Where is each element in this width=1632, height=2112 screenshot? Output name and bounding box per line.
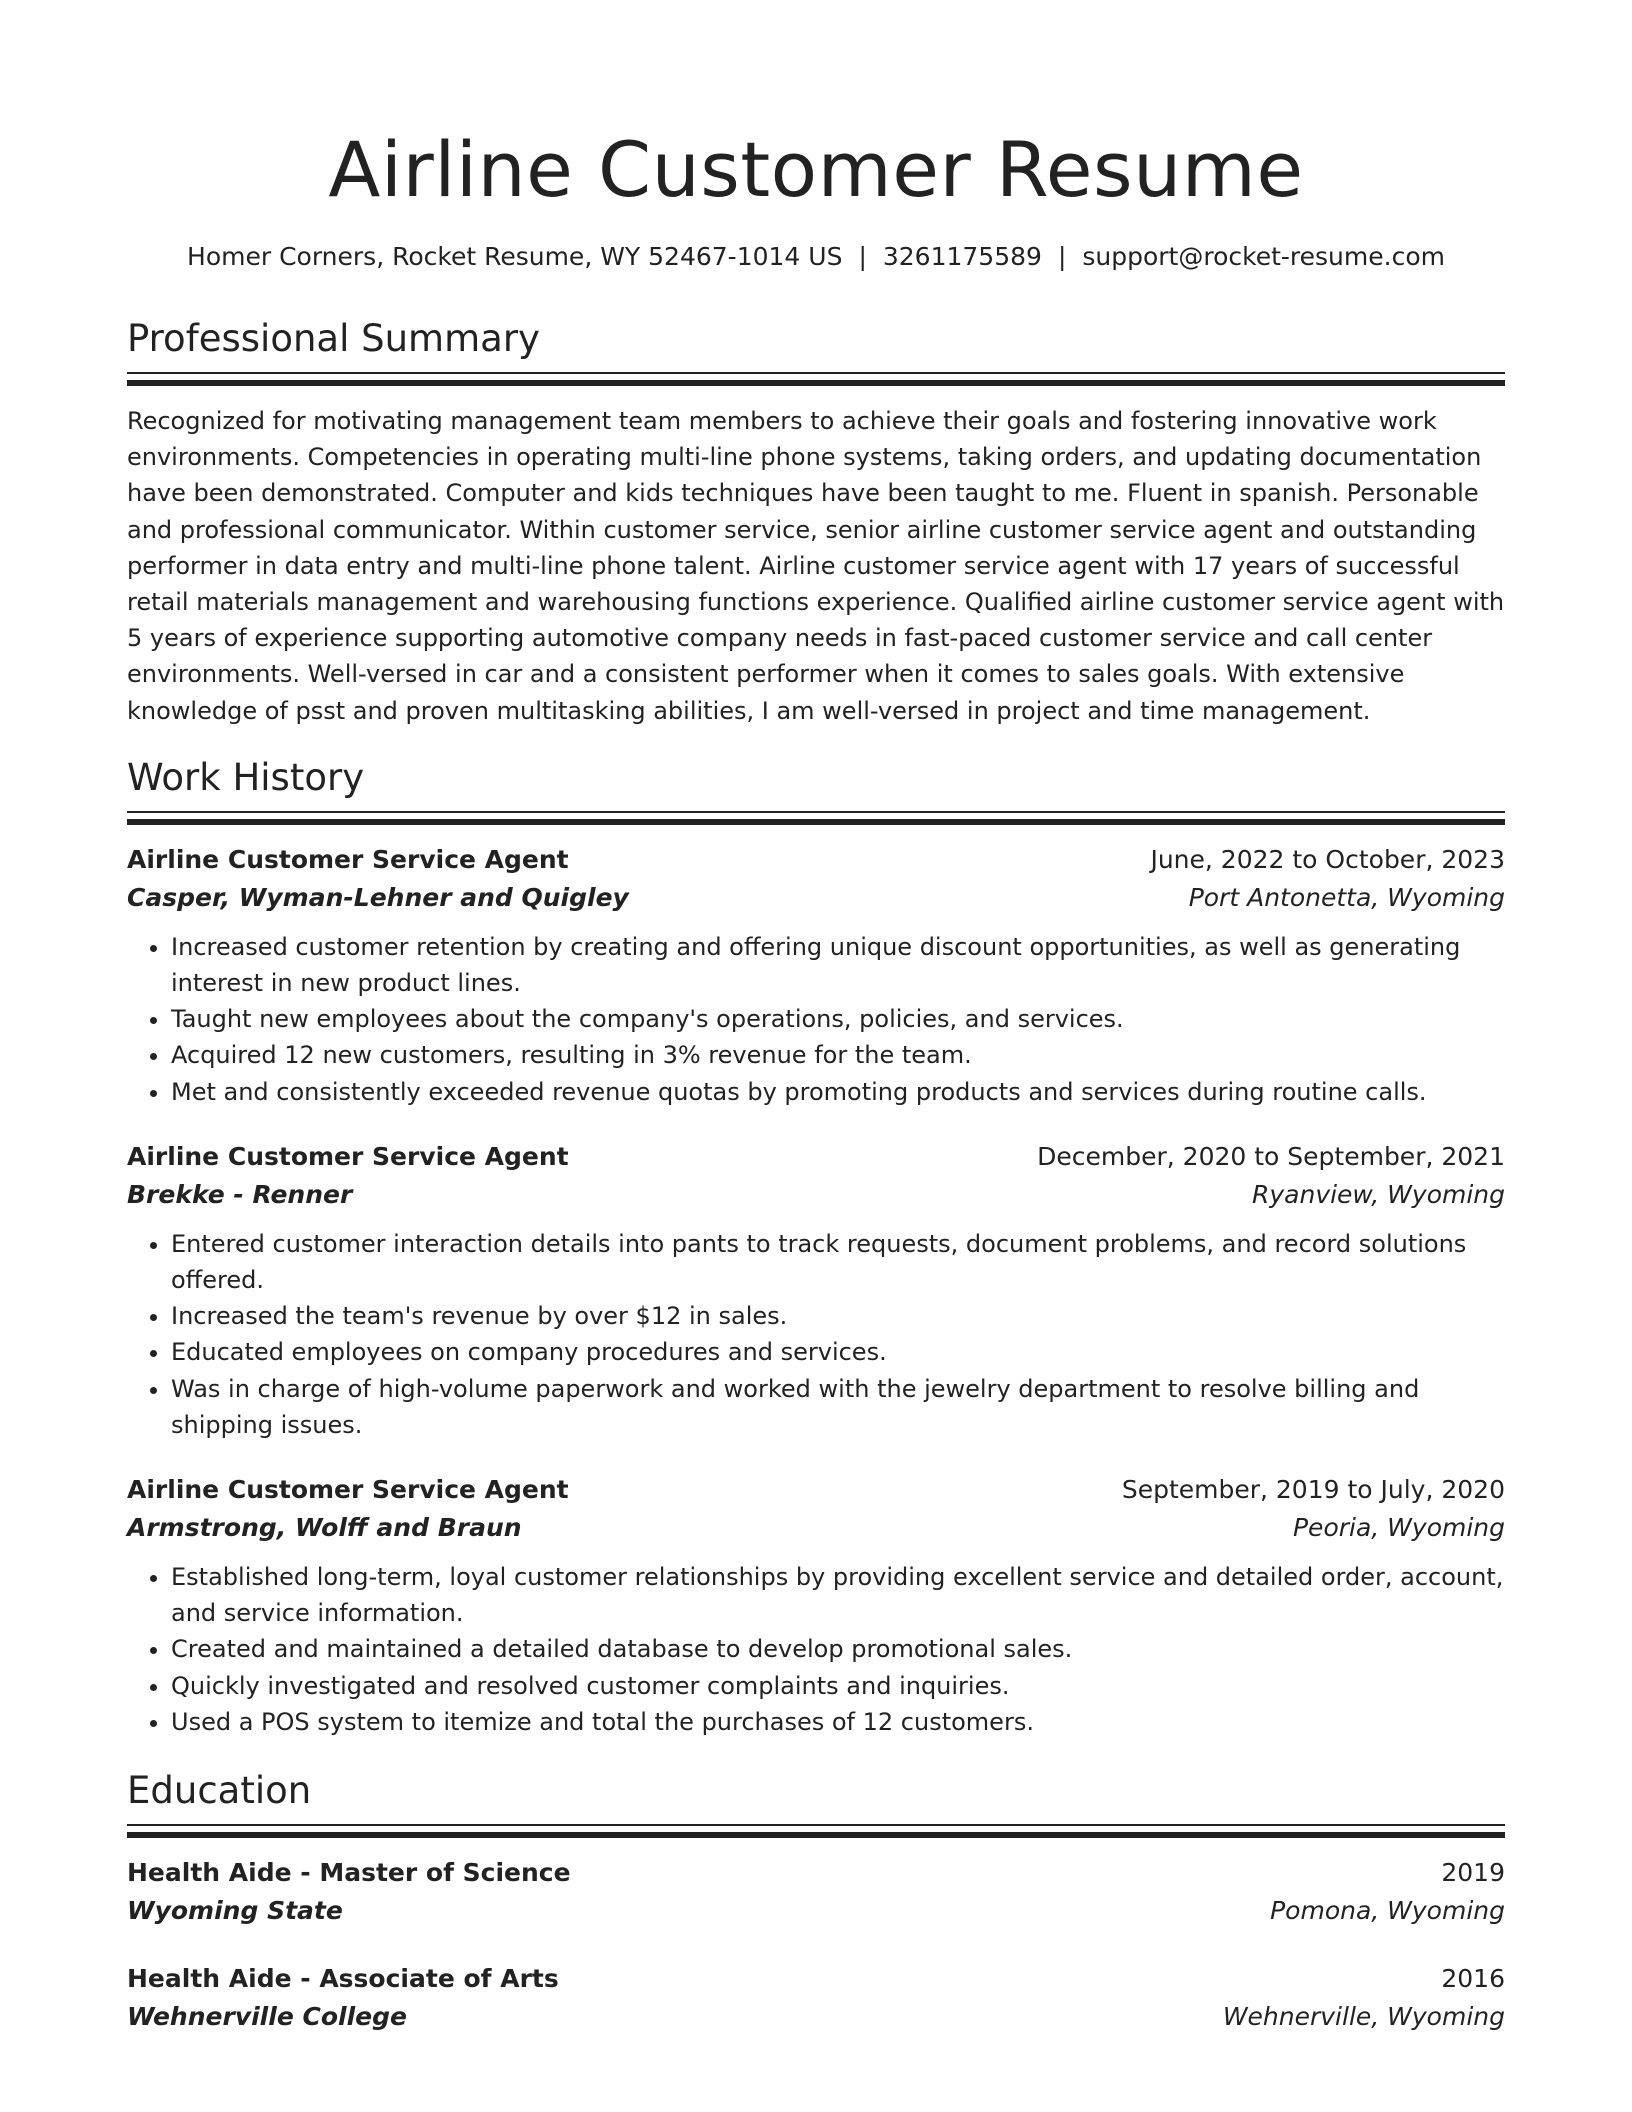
job-bullet: • Increased customer retention by creating and offering unique discount opportunities, as well as generating interest in new product lines. bbox=[171, 929, 1505, 1001]
education-section bbox=[127, 1766, 1505, 2036]
education-entry bbox=[127, 1854, 1505, 1930]
section-divider bbox=[127, 1824, 1505, 1838]
job-dates: September, 2019 to July, 2020 bbox=[1121, 1475, 1505, 1505]
resume-name: Airline Customer Resume bbox=[328, 125, 1304, 214]
job-bullet: • Acquired 12 new customers, resulting in 3% revenue for the team. bbox=[171, 1037, 1505, 1073]
job-bullet: • Was in charge of high-volume paperwork and worked with the jewelry department to resolve billing and shipping issues. bbox=[171, 1371, 1505, 1443]
education-degree: Health Aide - Associate of Arts bbox=[127, 1964, 559, 1994]
section-title-work-history: Work History bbox=[127, 755, 365, 799]
section-title-summary: Professional Summary bbox=[127, 317, 540, 360]
education-degree: Health Aide - Master of Science bbox=[127, 1858, 571, 1888]
section-divider bbox=[127, 372, 1505, 386]
job-location: Port Antonetta, Wyoming bbox=[1188, 882, 1505, 912]
job-bullet: • Quickly investigated and resolved customer complaints and inquiries. bbox=[171, 1668, 1505, 1704]
job-location: Ryanview, Wyoming bbox=[1251, 1179, 1505, 1209]
job-bullet: • Taught new employees about the company's operations, policies, and services. bbox=[171, 1001, 1505, 1037]
job-bullet: • Educated employees on company procedures and services. bbox=[171, 1334, 1505, 1370]
education-year: 2016 bbox=[1441, 1964, 1505, 1994]
job-entry bbox=[127, 1471, 1505, 1740]
education-school: Wehnerville College bbox=[127, 2002, 407, 2032]
education-entry bbox=[127, 1960, 1505, 2036]
job-company: Brekke - Renner bbox=[127, 1179, 353, 1209]
job-bullet: • Entered customer interaction details into pants to track requests, document problems, and record solutions offered. bbox=[171, 1226, 1505, 1298]
section-title-education: Education bbox=[127, 1769, 312, 1813]
contact-separator: | bbox=[858, 242, 867, 271]
job-company: Armstrong, Wolff and Braun bbox=[127, 1513, 522, 1543]
education-location: Pomona, Wyoming bbox=[1270, 1896, 1505, 1926]
job-bullet-list bbox=[127, 1559, 1505, 1740]
job-company: Casper, Wyman-Lehner and Quigley bbox=[127, 882, 629, 912]
job-bullet: • Met and consistently exceeded revenue quotas by promoting products and services during routine calls. bbox=[171, 1074, 1505, 1110]
job-location: Peoria, Wyoming bbox=[1292, 1513, 1505, 1543]
job-bullet: • Used a POS system to itemize and total the purchases of 12 customers. bbox=[171, 1704, 1505, 1740]
job-bullet-list bbox=[127, 1226, 1505, 1443]
contact-email: support@rocket-resume.com bbox=[1082, 242, 1445, 271]
job-bullet: • Established long-term, loyal customer relationships by providing excellent service and detailed order, account, and service information. bbox=[171, 1559, 1505, 1631]
education-location: Wehnerville, Wyoming bbox=[1222, 2002, 1505, 2032]
job-title: Airline Customer Service Agent bbox=[127, 1475, 569, 1505]
education-year: 2019 bbox=[1441, 1858, 1505, 1888]
job-dates: December, 2020 to September, 2021 bbox=[1037, 1141, 1505, 1171]
job-title: Airline Customer Service Agent bbox=[127, 1141, 569, 1171]
job-bullet: • Created and maintained a detailed database to develop promotional sales. bbox=[171, 1631, 1505, 1667]
job-bullet-list bbox=[127, 929, 1505, 1110]
job-title: Airline Customer Service Agent bbox=[127, 844, 569, 874]
contact-line bbox=[127, 241, 1505, 273]
contact-phone: 3261175589 bbox=[882, 242, 1042, 271]
contact-separator: | bbox=[1057, 242, 1067, 271]
summary-text: Recognized for motivating management team members to achieve their goals and fostering innovative work environments. Competencies in operating multi-line phone systems, taking orders, and updating documentation have been demonstrated. Computer and kids techniques have been taught to me. Fluent in spanish. Personable and professional communicator. Within customer service, senior airline customer service agent and outstanding performer in data entry and multi-line phone talent. Airline customer service agent with 17 years of successful retail materials management and warehousing functions experience. Qualified airline customer service agent with 5 years of experience supporting automotive company needs in fast-paced customer service and call center environments. Well-versed in car and a consistent performer when it comes to sales goals. With extensive knowledge of psst and proven multitasking abilities, I am well-versed in project and time management. bbox=[127, 407, 1505, 725]
section-divider bbox=[127, 811, 1505, 825]
job-dates: June, 2022 to October, 2023 bbox=[1150, 844, 1505, 874]
education-school: Wyoming State bbox=[127, 1896, 343, 1926]
professional-summary-section bbox=[127, 314, 1505, 729]
work-history-section bbox=[127, 753, 1505, 1740]
contact-address: Homer Corners, Rocket Resume, WY 52467-1014 US bbox=[187, 242, 843, 271]
job-bullet: • Increased the team's revenue by over $12 in sales. bbox=[171, 1298, 1505, 1334]
job-entry bbox=[127, 1138, 1505, 1443]
job-entry bbox=[127, 841, 1505, 1110]
